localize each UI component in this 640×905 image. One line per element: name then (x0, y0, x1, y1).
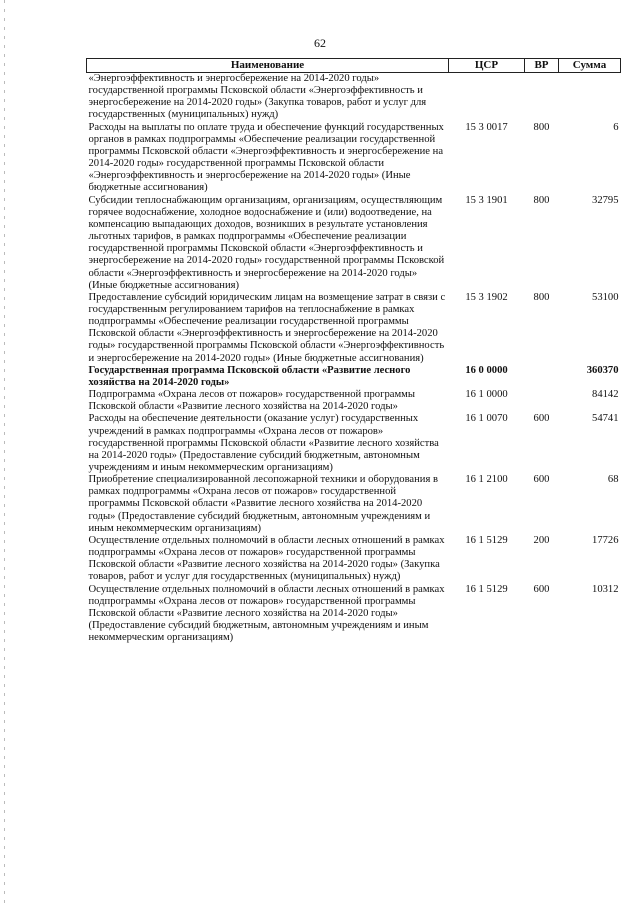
cell-csr: 16 0 0000 (465, 364, 508, 376)
cell-csr: 16 1 0000 (465, 389, 508, 401)
cell-sum: 68 (607, 474, 619, 486)
cell-sum: 32795 (592, 194, 619, 206)
cell-name: Осуществление отдельных полномочий в области лесных отношений в рамках подпрограммы «Охрана лесов от пожаров» государственной программы Псковской области «Развитие лесного хозяйства на 2014-2020 годы» (Предоставление субсидий бюджетным, автономным учреждениям и иным некоммерческим организациям) (88, 583, 445, 644)
cell-sum: 84142 (592, 389, 619, 401)
cell-name: Подпрограмма «Охрана лесов от пожаров» государственной программы Псковской области «Развитие лесного хозяйства на 2014-2020 годы» (88, 389, 415, 413)
cell-csr: 15 3 0017 (465, 121, 508, 133)
cell-sum: 360370 (586, 364, 619, 376)
cell-csr: 16 1 0070 (465, 413, 508, 425)
cell-csr: 16 1 5129 (465, 583, 508, 595)
scan-margin-line (4, 0, 5, 905)
cell-name: Государственная программа Псковской области «Развитие лесного хозяйства на 2014-2020 годы» (88, 364, 411, 388)
cell-name: Осуществление отдельных полномочий в области лесных отношений в рамках подпрограммы «Охрана лесов от пожаров» государственной программы Псковской области «Развитие лесного хозяйства на 2014-2020 годы» (Закупка товаров, работ и услуг для государственных (муниципальных) нужд) (88, 534, 445, 583)
table-body (87, 73, 621, 645)
cell-name: «Энергоэффективность и энергосбережение на 2014-2020 годы» государственной программы Псковской области «Энергоэффективность и энергосбережение на 2014-2020 годы» (Закупка товаров, работ и услуг для государственных (муниципальных) нужд) (88, 73, 427, 121)
column-header-sum: Сумма (559, 59, 621, 73)
table-row (87, 73, 621, 122)
cell-name: Расходы на обеспечение деятельности (оказание услуг) государственных учреждений в рамках подпрограммы «Охрана лесов от пожаров» государственной программы Псковской области «Развитие лесного хозяйства на 2014-2020 годы» (Предоставление субсидий бюджетным, автономным учреждениям и иным некоммерческим организациям) (88, 413, 439, 473)
cell-sum: 54741 (592, 413, 619, 425)
table-row (87, 292, 621, 365)
cell-sum: 10312 (592, 583, 619, 595)
cell-vr (525, 389, 559, 413)
cell-vr (525, 73, 559, 122)
cell-sum (559, 73, 621, 122)
cell-name: Субсидии теплоснабжающим организациям, организациям, осуществляющим горячее водоснабжение, холодное водоснабжение и (или) водоотведение, на компенсацию выпадающих доходов, возникших в результате установления льготных тарифов, в рамках подпрограммы «Обеспечение реализации государственной программы Псковской области «Энергоэффективность и энергосбережение на 2014-2020 годы» государственной программы Псковской области «Энергоэффективность и энергосбережение на 2014-2020 годы» (Иные бюджетные ассигнования) (88, 194, 445, 291)
cell-sum: 17726 (592, 534, 619, 546)
cell-csr: 16 1 2100 (465, 474, 508, 486)
cell-sum: 6 (613, 121, 619, 133)
cell-vr: 800 (533, 121, 550, 133)
table-row (87, 389, 621, 413)
page-number: 62 (314, 36, 326, 50)
cell-csr: 15 3 1901 (465, 194, 508, 206)
table-row (87, 365, 621, 389)
budget-table (86, 58, 621, 644)
cell-csr: 15 3 1902 (465, 291, 508, 303)
cell-vr: 600 (533, 583, 550, 595)
cell-name: Предоставление субсидий юридическим лицам на возмещение затрат в связи с государственным регулированием тарифов на теплоснабжение в рамках подпрограммы «Обеспечение реализации государственной программы Псковской области «Энергоэффективность и энергосбережение на 2014-2020 годы» государственной программы Псковской области «Энергоэффективность и энергосбережение на 2014-2020 годы» (Иные бюджетные ассигнования) (88, 291, 446, 364)
cell-vr (525, 365, 559, 389)
table-header-row (87, 59, 621, 73)
table-row (87, 474, 621, 535)
column-header-vr: ВР (525, 59, 559, 73)
cell-vr: 600 (533, 474, 550, 486)
cell-csr (449, 73, 525, 122)
cell-vr: 200 (533, 534, 550, 546)
column-header-csr: ЦСР (449, 59, 525, 73)
table-row (87, 122, 621, 195)
cell-name: Приобретение специализированной лесопожарной техники и оборудования в рамках подпрограммы «Охрана лесов от пожаров» государственной программы Псковской области «Развитие лесного хозяйства на 2014-2020 годы» (Предоставление субсидий бюджетным, автономным учреждениям и иным некоммерческим организациям) (88, 474, 438, 534)
cell-csr: 16 1 5129 (465, 534, 508, 546)
cell-name: Расходы на выплаты по оплате труда и обеспечение функций государственных органов в рамках подпрограммы «Обеспечение реализации государственной программы Псковской области «Энергоэффективность и энергосбережение на 2014-2020 годы» государственной программы Псковской области «Энергоэффективность и энергосбережение на 2014-2020 годы» (Иные бюджетные ассигнования) (88, 121, 444, 194)
cell-vr: 600 (533, 413, 550, 425)
table-row (87, 195, 621, 292)
cell-vr: 800 (533, 194, 550, 206)
column-header-name: Наименование (87, 59, 449, 73)
cell-vr: 800 (533, 291, 550, 303)
table-row (87, 413, 621, 474)
table-row (87, 535, 621, 584)
cell-sum: 53100 (592, 291, 619, 303)
table-row (87, 584, 621, 645)
